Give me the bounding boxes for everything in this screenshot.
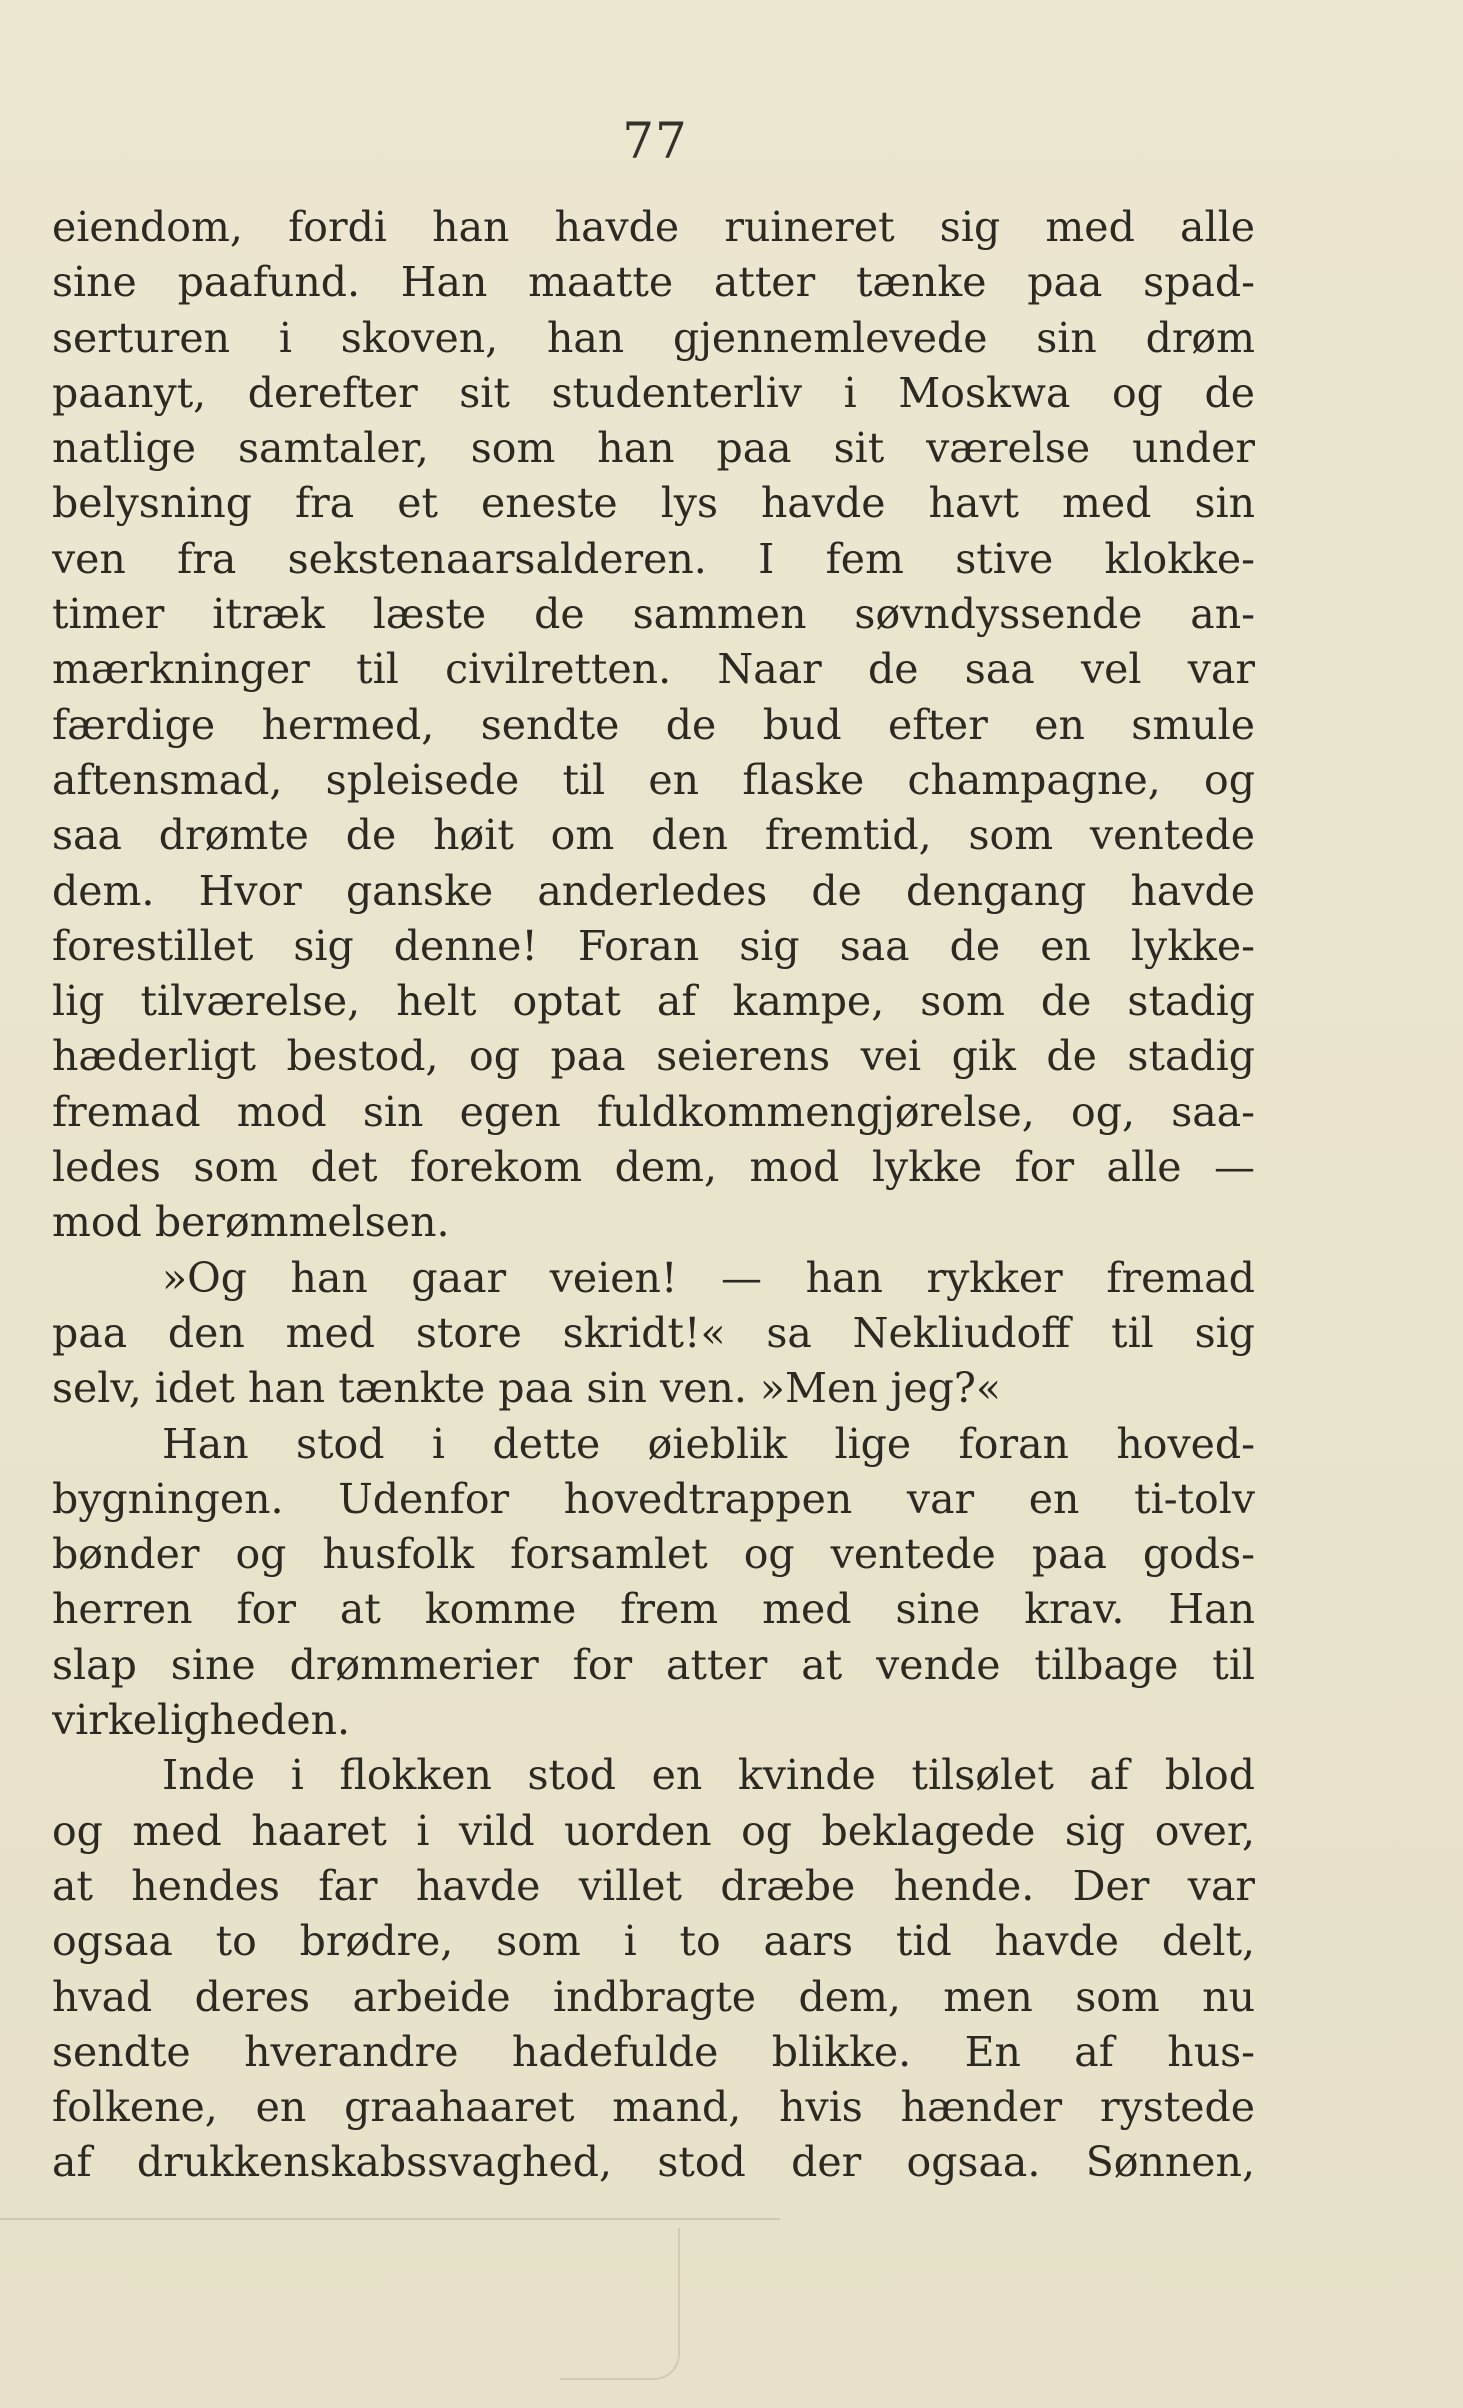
text-line: slap sine drømmerier for atter at vende tilbage til [52, 1640, 1255, 1689]
text-line: hæderligt bestod, og paa seierens vei gik de stadig [52, 1032, 1255, 1081]
text-line: ledes som det forekom dem, mod lykke for alle — [52, 1143, 1255, 1192]
page-number: 77 [622, 112, 688, 170]
text-line: lig tilværelse, helt optat af kampe, som de stadig [52, 977, 1255, 1026]
text-line: hvad deres arbeide indbragte dem, men som nu [52, 1972, 1255, 2021]
text-line: virkeligheden. [52, 1696, 351, 1745]
text-line: bygningen. Udenfor hovedtrappen var en ti-tolv [52, 1474, 1255, 1523]
text-line: eiendom, fordi han havde ruineret sig med alle [52, 203, 1255, 251]
paper-fold-mark [560, 2228, 680, 2380]
text-line: herren for at komme frem med sine krav. Han [52, 1585, 1255, 1634]
text-line: forestillet sig denne! Foran sig saa de en lykke- [52, 921, 1255, 970]
text-line: at hendes far havde villet dræbe hende. Der var [52, 1861, 1255, 1910]
text-line: og med haaret i vild uorden og beklagede sig over, [52, 1806, 1255, 1855]
text-line: natlige samtaler, som han paa sit værelse under [52, 424, 1255, 473]
text-line: dem. Hvor ganske anderledes de dengang havde [52, 866, 1255, 915]
text-line: Inde i flokken stod en kvinde tilsølet af blod [162, 1751, 1255, 1800]
body-text [52, 200, 1255, 2191]
text-line: »Og han gaar veien! — han rykker fremad [162, 1253, 1255, 1302]
text-line: sine paafund. Han maatte atter tænke paa spad- [52, 258, 1255, 307]
text-line: sendte hverandre hadefulde blikke. En af hus- [52, 2027, 1255, 2076]
text-line: bønder og husfolk forsamlet og ventede paa gods- [52, 1530, 1255, 1579]
text-line: ogsaa to brødre, som i to aars tid havde delt, [52, 1917, 1255, 1966]
text-line: saa drømte de høit om den fremtid, som ventede [52, 811, 1255, 860]
text-line: Han stod i dette øieblik lige foran hoved- [162, 1419, 1255, 1468]
text-line: serturen i skoven, han gjennemlevede sin drøm [52, 313, 1255, 362]
text-line: aftensmad, spleisede til en flaske champagne, og [52, 755, 1255, 804]
text-line: mærkninger til civilretten. Naar de saa vel var [52, 645, 1255, 694]
text-line: belysning fra et eneste lys havde havt med sin [52, 479, 1255, 528]
text-line: selv, idet han tænkte paa sin ven. »Men jeg?« [52, 1364, 1001, 1413]
text-line: fremad mod sin egen fuldkommengjørelse, og, saa- [52, 1087, 1255, 1136]
text-line: mod berømmelsen. [52, 1198, 450, 1247]
text-line: færdige hermed, sendte de bud efter en smule [52, 700, 1255, 749]
text-line: paa den med store skridt!« sa Nekliudoff til sig [52, 1308, 1255, 1357]
text-line: paanyt, derefter sit studenterliv i Moskwa og de [52, 368, 1255, 417]
paper-edge-line [0, 2218, 780, 2220]
text-line: ven fra sekstenaarsalderen. I fem stive klokke- [52, 534, 1255, 583]
text-line: timer itræk læste de sammen søvndyssende an- [52, 590, 1255, 639]
text-line: af drukkenskabssvaghed, stod der ogsaa. Sønnen, [52, 2138, 1255, 2187]
text-line: folkene, en graahaaret mand, hvis hænder rystede [52, 2083, 1255, 2132]
